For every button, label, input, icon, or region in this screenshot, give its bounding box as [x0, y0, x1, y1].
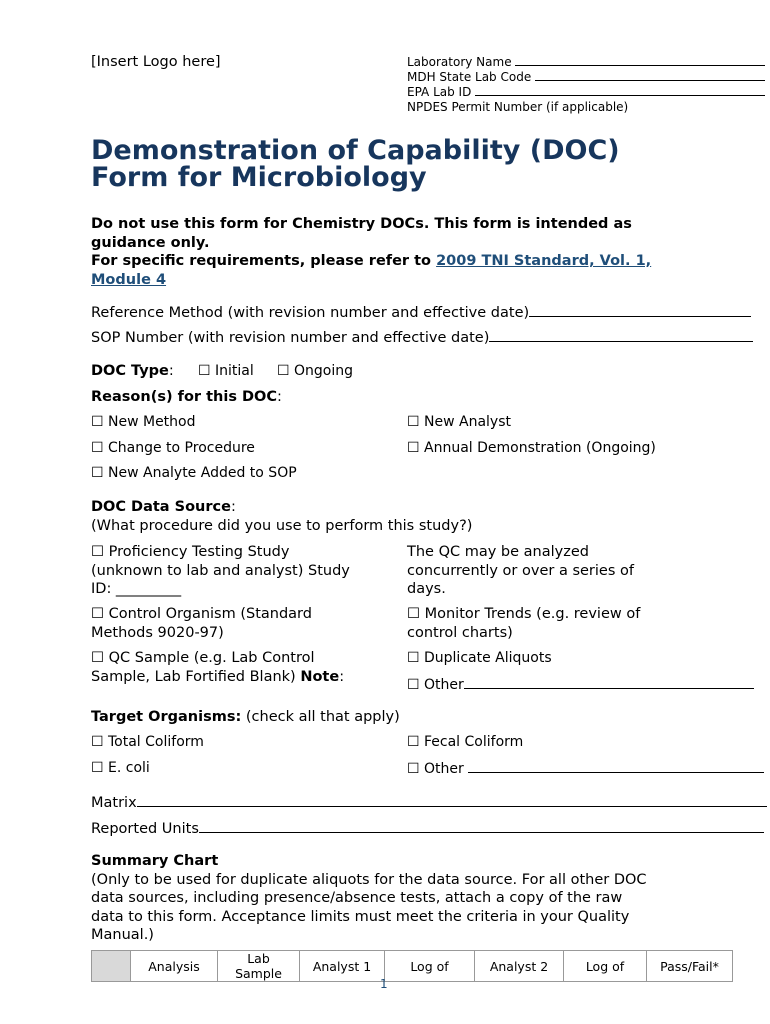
doc-type-label: DOC Type	[91, 363, 169, 379]
target-organisms-label: Target Organisms:	[91, 709, 242, 725]
page-title	[91, 137, 620, 191]
summary-col-lab-sample: Lab Sample	[218, 951, 300, 982]
tni-standard-link[interactable]: 2009 TNI Standard, Vol. 1,	[436, 253, 652, 269]
note-label: Note	[300, 668, 340, 685]
control-line-1: ☐ Control Organism (Standard	[91, 606, 312, 622]
target-other-line[interactable]	[468, 759, 764, 773]
ref-method-field[interactable]	[91, 303, 751, 323]
doc-type-ongoing-checkbox[interactable]: ☐ Ongoing	[277, 363, 353, 379]
matrix-line[interactable]	[137, 793, 767, 807]
summary-section	[91, 852, 647, 945]
doc-type-row	[91, 362, 174, 381]
sop-number-line[interactable]	[489, 328, 753, 342]
fecal-coliform-checkbox[interactable]: ☐ Fecal Coliform	[407, 734, 524, 750]
data-source-other-field[interactable]	[407, 675, 754, 695]
data-source-other-checkbox[interactable]: ☐ Other	[407, 677, 464, 693]
state-code-field[interactable]	[407, 70, 765, 85]
summary-label: Summary Chart	[91, 853, 219, 869]
ref-method-label: Reference Method (with revision number and effective date)	[91, 305, 530, 321]
intro-text	[91, 215, 651, 289]
note-colon: :	[339, 668, 345, 685]
matrix-field[interactable]	[91, 793, 767, 813]
state-code-line[interactable]	[535, 70, 765, 81]
summary-col-0	[92, 951, 131, 982]
monitor-trends-checkbox[interactable]	[407, 605, 640, 642]
reason-new-method-checkbox[interactable]: ☐ New Method	[91, 414, 196, 430]
reported-units-field[interactable]	[91, 819, 764, 839]
summary-col-pass-fail: Pass/Fail*	[647, 951, 733, 982]
data-source-label: DOC Data Source	[91, 499, 231, 515]
qc-note-line-3: days.	[407, 581, 446, 597]
reasons-colon: :	[277, 389, 282, 405]
reported-units-label: Reported Units	[91, 821, 199, 837]
reason-change-procedure-checkbox[interactable]: ☐ Change to Procedure	[91, 440, 255, 456]
tni-module-link[interactable]: Module 4	[91, 271, 167, 288]
target-other-checkbox[interactable]: ☐ Other	[407, 761, 469, 777]
title-line-2: Form for Microbiology	[91, 162, 427, 193]
epa-id-line[interactable]	[475, 85, 765, 96]
title-line-1: Demonstration of Capability (DOC)	[91, 135, 620, 166]
ref-method-line[interactable]	[529, 303, 751, 317]
reasons-label: Reason(s) for this DOC	[91, 389, 278, 405]
epa-id-field[interactable]	[407, 85, 765, 100]
qc-sample-checkbox[interactable]	[91, 649, 344, 686]
data-source-colon: :	[230, 499, 236, 515]
summary-col-log-of-1: Log of	[385, 951, 475, 982]
duplicate-aliquots-checkbox[interactable]: ☐ Duplicate Aliquots	[407, 650, 552, 666]
ecoli-checkbox[interactable]: ☐ E. coli	[91, 760, 150, 776]
monitor-line-2: control charts)	[407, 624, 513, 641]
total-coliform-checkbox[interactable]: ☐ Total Coliform	[91, 734, 204, 750]
data-source-other-line[interactable]	[464, 675, 754, 689]
pt-study-checkbox[interactable]	[91, 543, 350, 599]
summary-desc-3: data to this form. Acceptance limits must meet the criteria in your Quality	[91, 908, 630, 925]
intro-line-2: guidance only.	[91, 234, 210, 251]
intro-line-1: Do not use this form for Chemistry DOCs. This form is intended as	[91, 216, 632, 232]
page-number: 1	[380, 977, 388, 991]
data-source-question: (What procedure did you use to perform this study?)	[91, 517, 473, 534]
matrix-label: Matrix	[91, 795, 137, 811]
summary-header-row	[92, 951, 733, 982]
summary-desc-1: (Only to be used for duplicate aliquots for the data source. For all other DOC	[91, 871, 647, 888]
target-organisms-heading	[91, 708, 400, 727]
reason-new-analyst-checkbox[interactable]: ☐ New Analyst	[407, 414, 511, 430]
npdes-label: NPDES Permit Number (if applicable)	[407, 100, 629, 114]
qc-sample-line-1: ☐ QC Sample (e.g. Lab Control	[91, 650, 315, 666]
state-code-label: MDH State Lab Code	[407, 70, 532, 84]
lab-name-line[interactable]	[515, 55, 765, 66]
lab-name-label: Laboratory Name	[407, 55, 512, 69]
reason-annual-checkbox[interactable]: ☐ Annual Demonstration (Ongoing)	[407, 440, 656, 456]
intro-line-3	[91, 252, 651, 271]
pt-line-1: ☐ Proficiency Testing Study	[91, 544, 290, 560]
logo-placeholder: [Insert Logo here]	[91, 54, 221, 70]
qc-note-line-2: concurrently or over a series of	[407, 562, 634, 579]
sop-number-field[interactable]	[91, 328, 753, 348]
doc-type-colon: :	[168, 363, 174, 379]
qc-sample-line-2: Sample, Lab Fortified Blank)	[91, 668, 301, 685]
control-line-2: Methods 9020-97)	[91, 624, 224, 641]
summary-col-analyst-2: Analyst 2	[475, 951, 564, 982]
summary-col-analyst-1: Analyst 1	[300, 951, 385, 982]
sop-number-label: SOP Number (with revision number and effective date)	[91, 330, 490, 346]
pt-line-3: ID: _________	[91, 581, 182, 597]
qc-note-text	[407, 543, 634, 599]
reason-new-analyte-checkbox[interactable]: ☐ New Analyte Added to SOP	[91, 465, 297, 481]
lab-name-field[interactable]	[407, 55, 765, 70]
summary-col-analysis: Analysis	[131, 951, 218, 982]
target-other-field[interactable]	[407, 759, 764, 779]
summary-desc-4: Manual.)	[91, 927, 154, 943]
control-organism-checkbox[interactable]	[91, 605, 312, 642]
summary-desc-2: data sources, including presence/absence tests, attach a copy of the raw	[91, 890, 623, 906]
qc-note-line-1: The QC may be analyzed	[407, 544, 589, 560]
reasons-row	[91, 388, 282, 407]
summary-col-log-of-2: Log of	[564, 951, 647, 982]
data-source-heading	[91, 498, 472, 535]
epa-id-label: EPA Lab ID	[407, 85, 472, 99]
pt-line-2: (unknown to lab and analyst) Study	[91, 562, 350, 579]
monitor-line-1: ☐ Monitor Trends (e.g. review of	[407, 606, 641, 622]
target-organisms-hint: (check all that apply)	[241, 709, 400, 725]
reported-units-line[interactable]	[199, 819, 764, 833]
doc-type-initial-checkbox[interactable]: ☐ Initial	[198, 363, 254, 379]
intro-line-3-text: For specific requirements, please refer to	[91, 253, 437, 269]
summary-table	[91, 950, 733, 982]
